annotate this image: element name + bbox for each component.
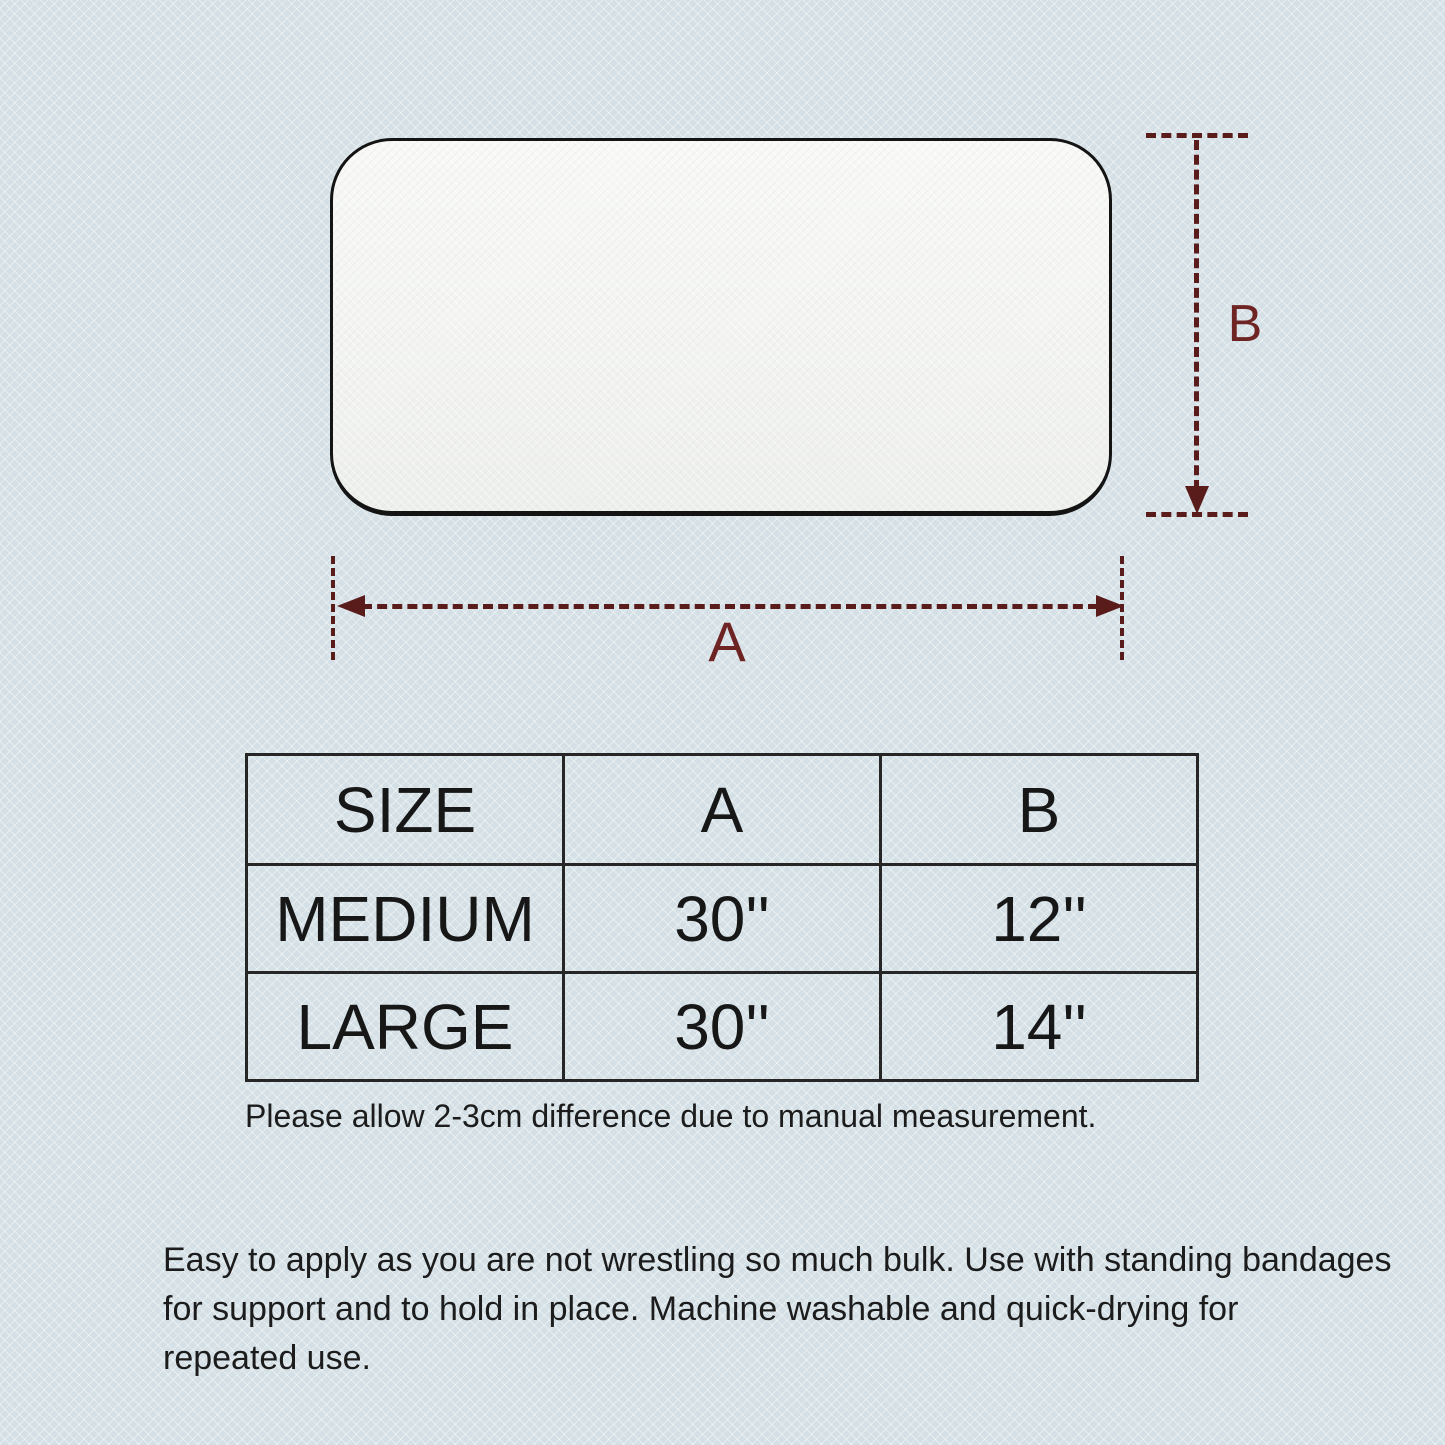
dim-b-label: B — [1227, 295, 1263, 353]
size-table-header-size: SIZE — [247, 755, 564, 865]
dim-a-arrow-right-icon — [1096, 595, 1124, 617]
size-table — [245, 753, 1199, 1082]
size-table-header-row — [247, 755, 1198, 865]
cell-size: MEDIUM — [247, 865, 564, 973]
cell-a: 30'' — [564, 973, 881, 1081]
description-line-1: Easy to apply as you are not wrestling so much bulk. Use with standing bandages — [163, 1241, 1392, 1279]
description-line-3: repeated use. — [163, 1339, 371, 1377]
dim-b-top-tick — [1146, 133, 1248, 138]
dim-a-label: A — [708, 610, 746, 673]
product-description — [163, 1236, 1391, 1383]
description-line-2: for support and to hold in place. Machine washable and quick-drying for — [163, 1290, 1239, 1328]
table-row-large — [247, 973, 1198, 1081]
dim-b-bottom-tick — [1146, 512, 1248, 517]
cell-a: 30'' — [564, 865, 881, 973]
dim-b-arrow-down-icon — [1185, 486, 1209, 514]
product-pad-shape — [330, 138, 1112, 516]
cell-b: 14'' — [881, 973, 1198, 1081]
size-table-header-a: A — [564, 755, 881, 865]
dim-a-left-tick — [331, 556, 335, 660]
dim-a-line — [362, 604, 1098, 609]
measurement-note: Please allow 2-3cm difference due to manual measurement. — [245, 1098, 1097, 1134]
cell-size: LARGE — [247, 973, 564, 1081]
cell-b: 12'' — [881, 865, 1198, 973]
dim-b-line — [1194, 140, 1199, 490]
size-table-header-b: B — [881, 755, 1198, 865]
table-row-medium — [247, 865, 1198, 973]
dim-a-arrow-left-icon — [337, 595, 365, 617]
